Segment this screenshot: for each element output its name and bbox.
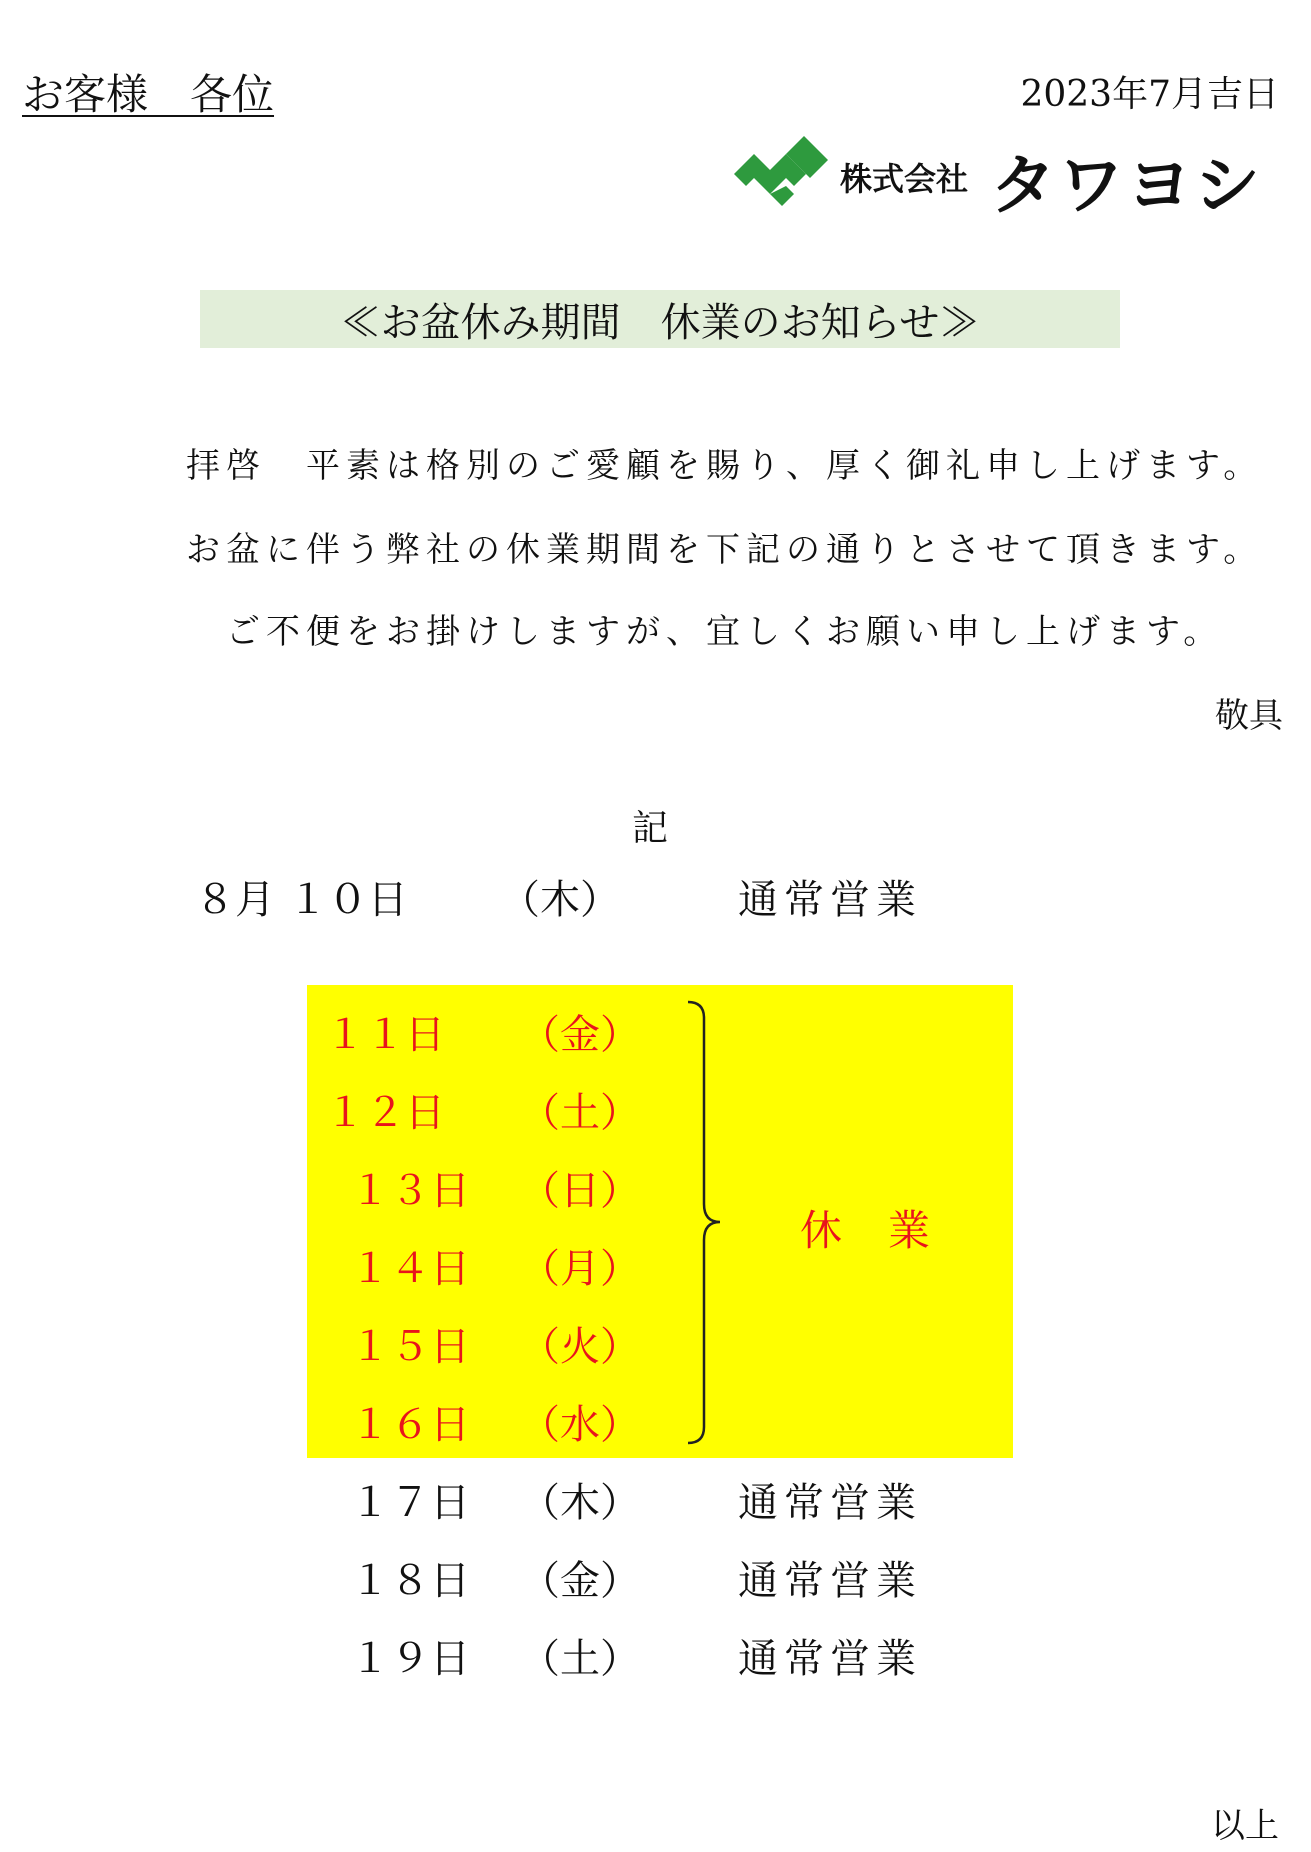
addressee: お客様 各位 bbox=[22, 70, 275, 119]
greeting-line-2: お盆に伴う弊社の休業期間を下記の通りとさせて頂きます。 bbox=[186, 530, 1264, 570]
closed-day-date: １３日 bbox=[350, 1168, 470, 1214]
closed-day-date: １４日 bbox=[350, 1246, 470, 1292]
closed-day-date: １１日 bbox=[325, 1012, 445, 1058]
schedule-row-status: 通常営業 bbox=[738, 1480, 922, 1526]
ki-heading: 記 bbox=[632, 808, 669, 849]
issue-date: 2023年7月吉日 bbox=[1020, 74, 1279, 115]
schedule-row-date: １８日 bbox=[350, 1558, 470, 1604]
closed-day-weekday: （火） bbox=[520, 1324, 640, 1370]
closed-label: 休 業 bbox=[800, 1206, 933, 1255]
closed-day-date: １２日 bbox=[325, 1090, 445, 1136]
company-name: タワヨシ bbox=[990, 147, 1262, 224]
schedule-row-weekday: （金） bbox=[520, 1558, 640, 1604]
schedule-row-date: １７日 bbox=[350, 1480, 470, 1526]
closed-day-weekday: （月） bbox=[520, 1246, 640, 1292]
schedule-row-weekday: （土） bbox=[520, 1636, 640, 1682]
notice-title bbox=[200, 290, 1120, 348]
closed-day-date: １５日 bbox=[350, 1324, 470, 1370]
closed-day-weekday: （土） bbox=[520, 1090, 640, 1136]
schedule-row-weekday: （木） bbox=[520, 1480, 640, 1526]
company-logo bbox=[730, 132, 1290, 224]
closed-day-date: １６日 bbox=[350, 1402, 470, 1448]
closed-day-weekday: （日） bbox=[520, 1168, 640, 1214]
greeting-line-1: 拝啓 平素は格別のご愛顧を賜り、厚く御礼申し上げます。 bbox=[186, 446, 1264, 486]
closed-day-weekday: （水） bbox=[520, 1402, 640, 1448]
end-mark: 以上 bbox=[1211, 1806, 1279, 1846]
greeting-line-3: ご不便をお掛けしますが、宜しくお願い申し上げます。 bbox=[226, 612, 1224, 652]
closed-period-brace bbox=[680, 1000, 730, 1445]
notice-title-text: ≪お盆休み期間 休業のお知らせ≫ bbox=[340, 299, 980, 346]
company-prefix: 株式会社 bbox=[840, 160, 969, 198]
schedule-row-first-status: 通常営業 bbox=[738, 877, 922, 923]
schedule-row-first-weekday: （木） bbox=[500, 877, 620, 923]
schedule-row-status: 通常営業 bbox=[738, 1636, 922, 1682]
schedule-row-first-date: ８月 １０日 bbox=[195, 877, 408, 923]
closing-keigu: 敬具 bbox=[1215, 696, 1283, 736]
schedule-row-status: 通常営業 bbox=[738, 1558, 922, 1604]
closed-day-weekday: （金） bbox=[520, 1012, 640, 1058]
schedule-row-date: １９日 bbox=[350, 1636, 470, 1682]
company-logo-icon bbox=[730, 132, 830, 212]
